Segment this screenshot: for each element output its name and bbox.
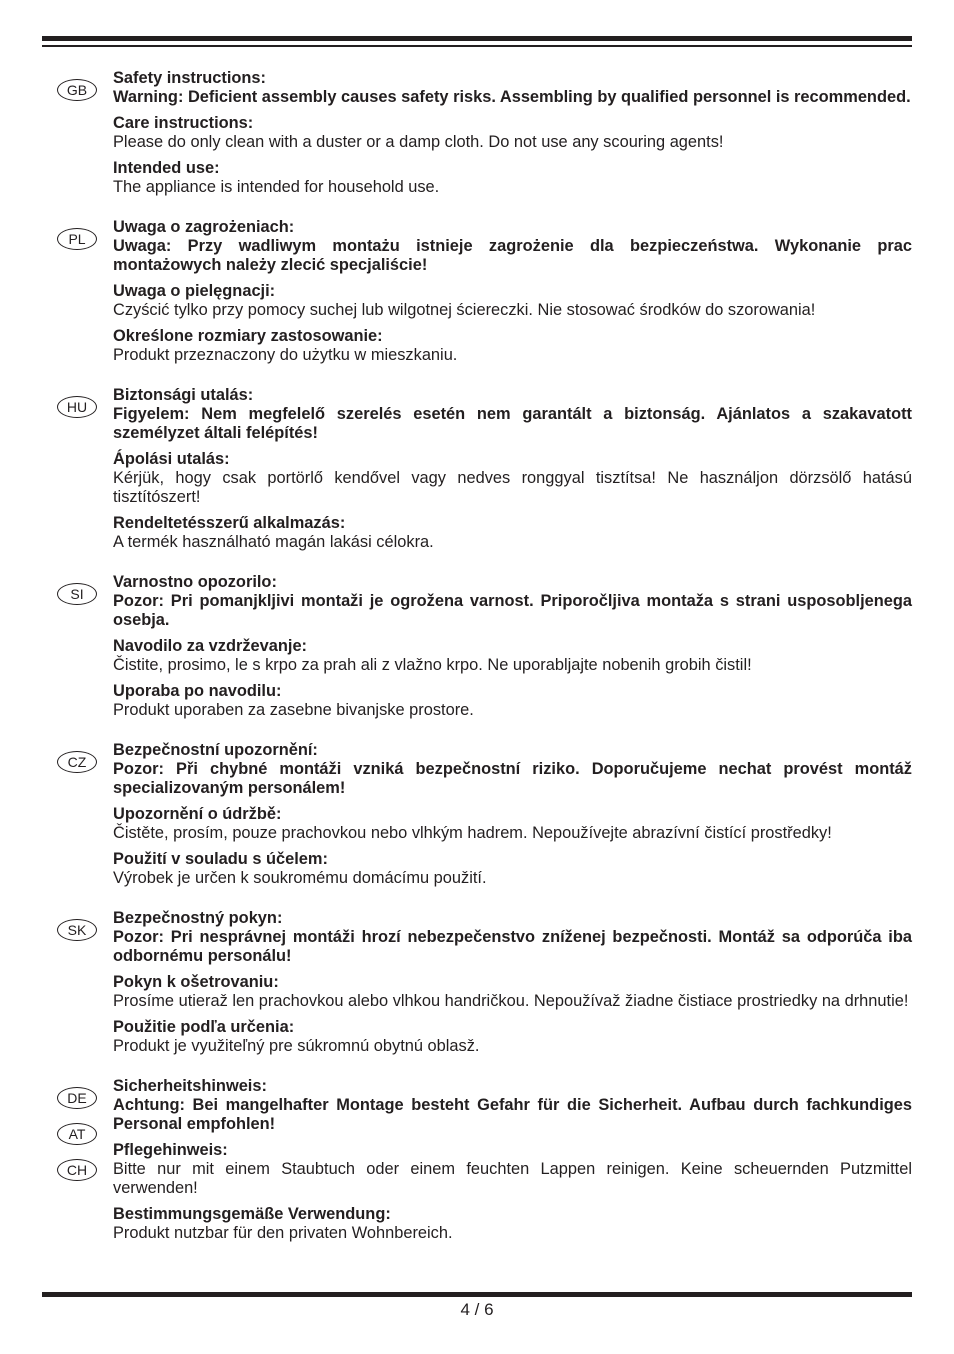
- intended-use-block: [113, 850, 912, 888]
- safety-instructions-text: Figyelem: Nem megfelelő szerelés esetén nem garantált a biztonság. Ajánlatos a szakavatott személyzet általi felépítés!: [113, 405, 912, 442]
- language-section: [0, 69, 954, 197]
- care-instructions-text: Please do only clean with a duster or a damp cloth. Do not use any scouring agents!: [113, 133, 724, 151]
- safety-instructions-text: Uwaga: Przy wadliwym montażu istnieje zagrożenie dla bezpieczeństwa. Wykonanie prac montażowych należy zlecić specjaliście!: [113, 237, 912, 274]
- intended-use-heading: Intended use:: [113, 159, 220, 177]
- intended-use-block: [113, 1205, 912, 1243]
- safety-instructions-block: [113, 69, 912, 107]
- country-badges: [57, 919, 97, 955]
- intended-use-heading: Použití v souladu s účelem:: [113, 850, 328, 868]
- country-code-badge: AT: [57, 1123, 97, 1145]
- care-instructions-text: Bitte nur mit einem Staubtuch oder einem feuchten Lappen reinigen. Keine scheuernden Putzmittel verwenden!: [113, 1160, 912, 1197]
- language-section: [0, 1077, 954, 1243]
- care-instructions-block: [113, 805, 912, 843]
- country-badges: [57, 1087, 97, 1195]
- country-code-badge: PL: [57, 228, 97, 250]
- section-content: [113, 573, 912, 720]
- section-content: [113, 909, 912, 1056]
- care-instructions-text: Prosíme utieraž len prachovkou alebo vlhkou handričkou. Nepoužívaž žiadne čistiace prostriedky na drhnutie!: [113, 992, 909, 1010]
- country-badges: [57, 79, 97, 115]
- language-section: [0, 386, 954, 552]
- safety-instructions-heading: Sicherheitshinweis:: [113, 1077, 267, 1095]
- intended-use-block: [113, 327, 912, 365]
- care-instructions-block: [113, 973, 912, 1011]
- care-instructions-block: [113, 450, 912, 507]
- care-instructions-text: Čistěte, prosím, pouze prachovkou nebo vlhkým hadrem. Nepoužívejte abrazívní čistící prostředky!: [113, 824, 832, 842]
- safety-instructions-block: [113, 741, 912, 798]
- intended-use-text: Produkt przeznaczony do użytku w mieszkaniu.: [113, 346, 458, 364]
- page-number: 4 / 6: [460, 1300, 494, 1319]
- care-instructions-block: [113, 637, 912, 675]
- intended-use-block: [113, 514, 912, 552]
- country-code-badge: DE: [57, 1087, 97, 1109]
- intended-use-heading: Použitie podľa určenia:: [113, 1018, 295, 1036]
- safety-instructions-heading: Bezpečnostní upozornění:: [113, 741, 318, 759]
- language-section: [0, 218, 954, 365]
- country-badges: [57, 751, 97, 787]
- safety-instructions-text: Pozor: Pri nesprávnej montáži hrozí nebezpečenstvo zníženej bezpečnosti. Montáž sa odporúča iba odbornému personálu!: [113, 928, 912, 965]
- top-rule: [42, 36, 912, 41]
- safety-instructions-heading: Varnostno opozorilo:: [113, 573, 277, 591]
- language-section: [0, 573, 954, 720]
- safety-instructions-heading: Safety instructions:: [113, 69, 267, 87]
- section-content: [113, 218, 912, 365]
- care-instructions-text: Čistite, prosimo, le s krpo za prah ali z vlažno krpo. Ne uporabljajte nobenih grobih čistil!: [113, 656, 752, 674]
- intended-use-heading: Rendeltetésszerű alkalmazás:: [113, 514, 346, 532]
- safety-instructions-heading: Uwaga o zagrożeniach:: [113, 218, 295, 236]
- bottom-rule: [42, 1292, 912, 1297]
- language-section: [0, 741, 954, 888]
- country-code-badge: CH: [57, 1159, 97, 1181]
- safety-instructions-text: Pozor: Pri pomanjkljivi montaži je ogrožena varnost. Priporočljiva montaža s strani usposobljenega osebja.: [113, 592, 912, 629]
- country-code-badge: SK: [57, 919, 97, 941]
- care-instructions-heading: Ápolási utalás:: [113, 450, 230, 468]
- care-instructions-heading: Care instructions:: [113, 114, 254, 132]
- care-instructions-block: [113, 1141, 912, 1198]
- care-instructions-heading: Upozornění o údržbě:: [113, 805, 282, 823]
- care-instructions-text: Czyścić tylko przy pomocy suchej lub wilgotnej ściereczki. Nie stosować środków do szorowania!: [113, 301, 816, 319]
- language-section: [0, 909, 954, 1056]
- intended-use-heading: Uporaba po navodilu:: [113, 682, 282, 700]
- safety-instructions-text: Warning: Deficient assembly causes safety risks. Assembling by qualified personnel is recommended.: [113, 88, 911, 106]
- safety-instructions-block: [113, 573, 912, 630]
- section-content: [113, 1077, 912, 1243]
- safety-instructions-text: Achtung: Bei mangelhafter Montage besteht Gefahr für die Sicherheit. Aufbau durch fachkundiges Personal empfohlen!: [113, 1096, 912, 1133]
- section-content: [113, 69, 912, 197]
- intended-use-text: Produkt uporaben za zasebne bivanjske prostore.: [113, 701, 474, 719]
- intended-use-text: Výrobek je určen k soukromému domácímu použití.: [113, 869, 487, 887]
- country-badges: [57, 583, 97, 619]
- care-instructions-heading: Uwaga o pielęgnacji:: [113, 282, 276, 300]
- care-instructions-heading: Pokyn k ošetrovaniu:: [113, 973, 279, 991]
- safety-instructions-block: [113, 1077, 912, 1134]
- safety-instructions-heading: Bezpečnostný pokyn:: [113, 909, 283, 927]
- intended-use-text: Produkt je využiteľný pre súkromnú obytnú oblasž.: [113, 1037, 480, 1055]
- section-content: [113, 741, 912, 888]
- intended-use-heading: Bestimmungsgemäße Verwendung:: [113, 1205, 391, 1223]
- country-badges: [57, 228, 97, 264]
- care-instructions-heading: Pflegehinweis:: [113, 1141, 228, 1159]
- intended-use-text: Produkt nutzbar für den privaten Wohnbereich.: [113, 1224, 453, 1242]
- care-instructions-heading: Navodilo za vzdrževanje:: [113, 637, 308, 655]
- intended-use-block: [113, 159, 912, 197]
- section-content: [113, 386, 912, 552]
- intended-use-block: [113, 682, 912, 720]
- safety-instructions-block: [113, 909, 912, 966]
- care-instructions-block: [113, 282, 912, 320]
- safety-instructions-text: Pozor: Při chybné montáži vzniká bezpečnostní riziko. Doporučujeme nechat provést montáž specializovaným personálem!: [113, 760, 912, 797]
- safety-instructions-block: [113, 218, 912, 275]
- country-code-badge: CZ: [57, 751, 97, 773]
- intended-use-text: The appliance is intended for household use.: [113, 178, 440, 196]
- top-rule-thin: [42, 45, 912, 47]
- country-code-badge: GB: [57, 79, 97, 101]
- safety-instructions-block: [113, 386, 912, 443]
- instruction-sections: [0, 69, 954, 1264]
- intended-use-text: A termék használható magán lakási célokra.: [113, 533, 434, 551]
- intended-use-block: [113, 1018, 912, 1056]
- care-instructions-text: Kérjük, hogy csak portörlő kendővel vagy nedves ronggyal tisztítsa! Ne használjon dörzsölő hatású tisztítószert!: [113, 469, 912, 506]
- intended-use-heading: Określone rozmiary zastosowanie:: [113, 327, 383, 345]
- country-code-badge: HU: [57, 396, 97, 418]
- country-code-badge: SI: [57, 583, 97, 605]
- country-badges: [57, 396, 97, 432]
- safety-instructions-heading: Biztonsági utalás:: [113, 386, 254, 404]
- care-instructions-block: [113, 114, 912, 152]
